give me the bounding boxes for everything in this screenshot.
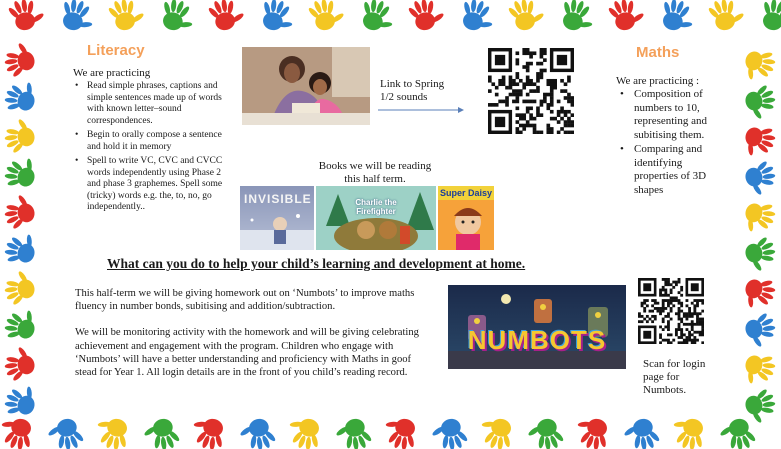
maths-heading: Maths [636,44,680,61]
literacy-bullet: • Read simple phrases, captions and simple sentences made up of words with known letter–sound correspondences. [73,81,236,127]
maths-bullet: • Comparing and identifying properties of 3D shapes [618,143,724,197]
book-cover-super-daisy [438,186,494,250]
maths-bullet: • Composition of numbers to 10, representing and subitising them. [618,88,724,142]
maths-list [618,88,724,197]
arrow-right-icon [378,105,464,115]
scan-caption: Scan for login page for Numbots. [643,358,706,396]
reading-photo [242,47,370,125]
literacy-bullet: • Begin to orally compose a sentence and hold it in memory [73,130,236,153]
maths-intro: We are practicing : [616,75,700,87]
literacy-heading: Literacy [87,42,145,59]
help-at-home-heading: What can you do to help your child’s learning and development at home. [107,256,526,271]
book-title: Super Daisy [440,188,493,198]
numbots-banner [448,285,626,369]
book-title: Charlie the Firefighter [355,198,397,216]
books-caption: Books we will be reading this half term. [318,160,432,185]
literacy-list [73,81,236,214]
book-cover-charlie-firefighter [316,186,436,250]
book-title: INVISIBLE [244,192,312,206]
literacy-bullet: • Spell to write VC, CVC and CVCC words independently using Phase 2 and phase 3 graphemes. Spell some (tricky) words e.g. the, to, no, go independently.. [73,156,236,214]
numbots-logo: NUMBOTS [467,325,607,355]
homework-text [75,287,425,379]
numbots-login-qr-code[interactable] [638,278,704,344]
homework-paragraph: We will be monitoring activity with the homework and will be giving celebrating achievement and engagement with the program. Children who engage with ‘Numbots’ will have a better understanding and proficiency with Maths in goof stead for Year 1. All login details are in the front of you child’s reading record. [75,327,419,379]
spring-sounds-qr-code[interactable] [488,48,574,134]
book-cover-invisible [240,186,314,250]
homework-paragraph: This half-term we will be giving homework out on ‘Numbots’ to improve maths fluency in number bonds, subitising and addition/subtraction. [75,288,415,313]
spring-sounds-link-text: Link to Spring 1/2 sounds [380,78,445,103]
literacy-intro: We are practicing [73,67,151,79]
